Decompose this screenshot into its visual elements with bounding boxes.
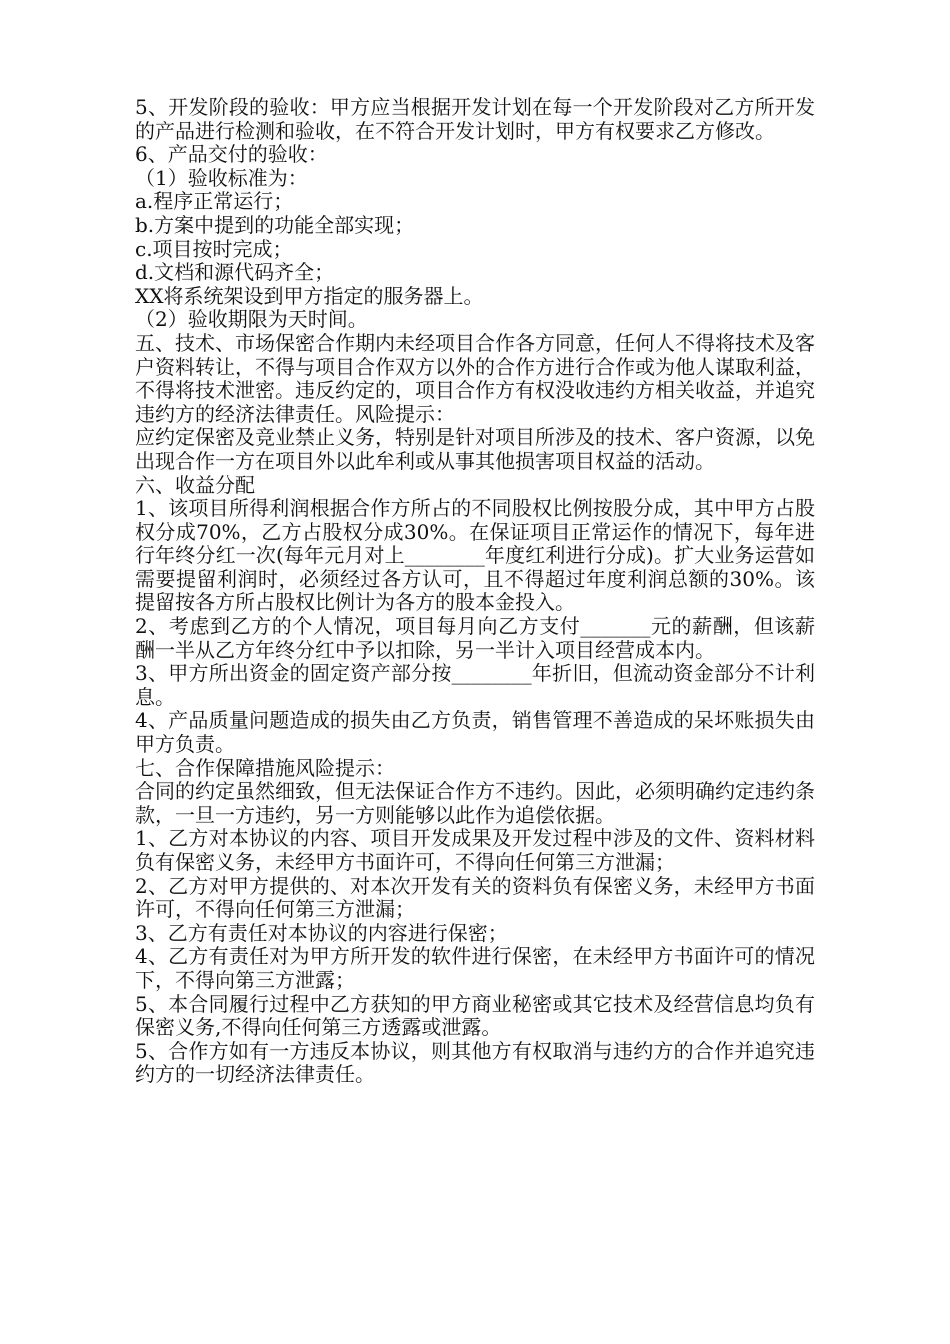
list-item-a: a.程序正常运行；	[135, 189, 294, 214]
paragraph-delivery-acceptance: 6、产品交付的验收：	[135, 142, 328, 167]
clause-confidentiality-2: 2、乙方对甲方提供的、对本次开发有关的资料负有保密义务，未经甲方书面许可，不得向任何第三方泄漏；	[135, 873, 815, 922]
clause-confidentiality-4: 4、乙方有责任对为甲方所开发的软件进行保密，在未经甲方书面许可的情况下，不得向第三方泄露；	[135, 944, 815, 992]
document-body	[135, 96, 815, 1087]
paragraph-breach-terms: 合同的约定虽然细致，但无法保证合作方不违约。因此，必须明确约定违约条款，一旦一方违约，另一方则能够以此作为追偿依据。	[135, 779, 815, 827]
section-heading-confidentiality: 五、技术、市场保密合作期内未经项目合作各方同意，任何人不得将技术及客户资料转让，不得与项目合作双方以外的合作方进行合作或为他人谋取利益，不得将技术泄密。违反约定的，项目合作方有权没收违约方相关收益，并追究违约方的经济法律责任。风险提示：	[135, 330, 815, 426]
clause-confidentiality-5: 5、本合同履行过程中乙方获知的甲方商业秘密或其它技术及经营信息均负有保密义务,不得向任何第三方透露或泄露。	[135, 991, 815, 1040]
paragraph-acceptance-period: （2）验收期限为天时间。	[135, 307, 368, 332]
list-item-d: d.文档和源代码齐全；	[135, 260, 335, 285]
section-heading-safeguards: 七、合作保障措施风险提示：	[135, 755, 395, 780]
clause-termination: 5、合作方如有一方违反本协议，则其他方有权取消与违约方的合作并追究违约方的一切经济法律责任。	[135, 1038, 815, 1087]
clause-salary: 2、考虑到乙方的个人情况，项目每月向乙方支付_______元的薪酬，但该薪酬一半从乙方年终分红中予以扣除，另一半计入项目经营成本内。	[135, 614, 815, 662]
clause-loss-liability: 4、产品质量问题造成的损失由乙方负责，销售管理不善造成的呆坏账损失由甲方负责。	[135, 708, 815, 757]
paragraph-acceptance-dev-stage: 5、开发阶段的验收：甲方应当根据开发计划在每一个开发阶段对乙方所开发的产品进行检测和验收，在不符合开发计划时，甲方有权要求乙方修改。	[135, 95, 815, 143]
clause-confidentiality-1: 1、乙方对本协议的内容、项目开发成果及开发过程中涉及的文件、资料材料负有保密义务，未经甲方书面许可，不得向任何第三方泄漏；	[135, 826, 815, 874]
list-item-c: c.项目按时完成；	[135, 236, 293, 261]
paragraph-acceptance-standard: （1）验收标准为：	[135, 165, 308, 190]
clause-profit-share: 1、该项目所得利润根据合作方所占的不同股权比例按股分成，其中甲方占股权分成70%，乙方占股权分成30%。在保证项目正常运作的情况下，每年进行年终分红一次(每年元月对上________年度红利进行分成)。扩大业务运营如需要提留利润时，必须经过各方认可，且不得超过年度利润总额的30%。该提留按各方所占股权比例计为各方的股本金投入。	[135, 496, 815, 615]
list-item-b: b.方案中提到的功能全部实现；	[135, 212, 415, 237]
paragraph-server-setup: XX将系统架设到甲方指定的服务器上。	[135, 283, 484, 308]
clause-depreciation: 3、甲方所出资金的固定资产部分按________年折旧，但流动资金部分不计利息。	[135, 661, 815, 709]
section-heading-profit-distribution: 六、收益分配	[135, 472, 255, 497]
clause-confidentiality-3: 3、乙方有责任对本协议的内容进行保密；	[135, 920, 508, 945]
paragraph-noncompete-risk: 应约定保密及竞业禁止义务，特别是针对项目所涉及的技术、客户资源，以免出现合作一方在项目外以此牟利或从事其他损害项目权益的活动。	[135, 425, 815, 473]
